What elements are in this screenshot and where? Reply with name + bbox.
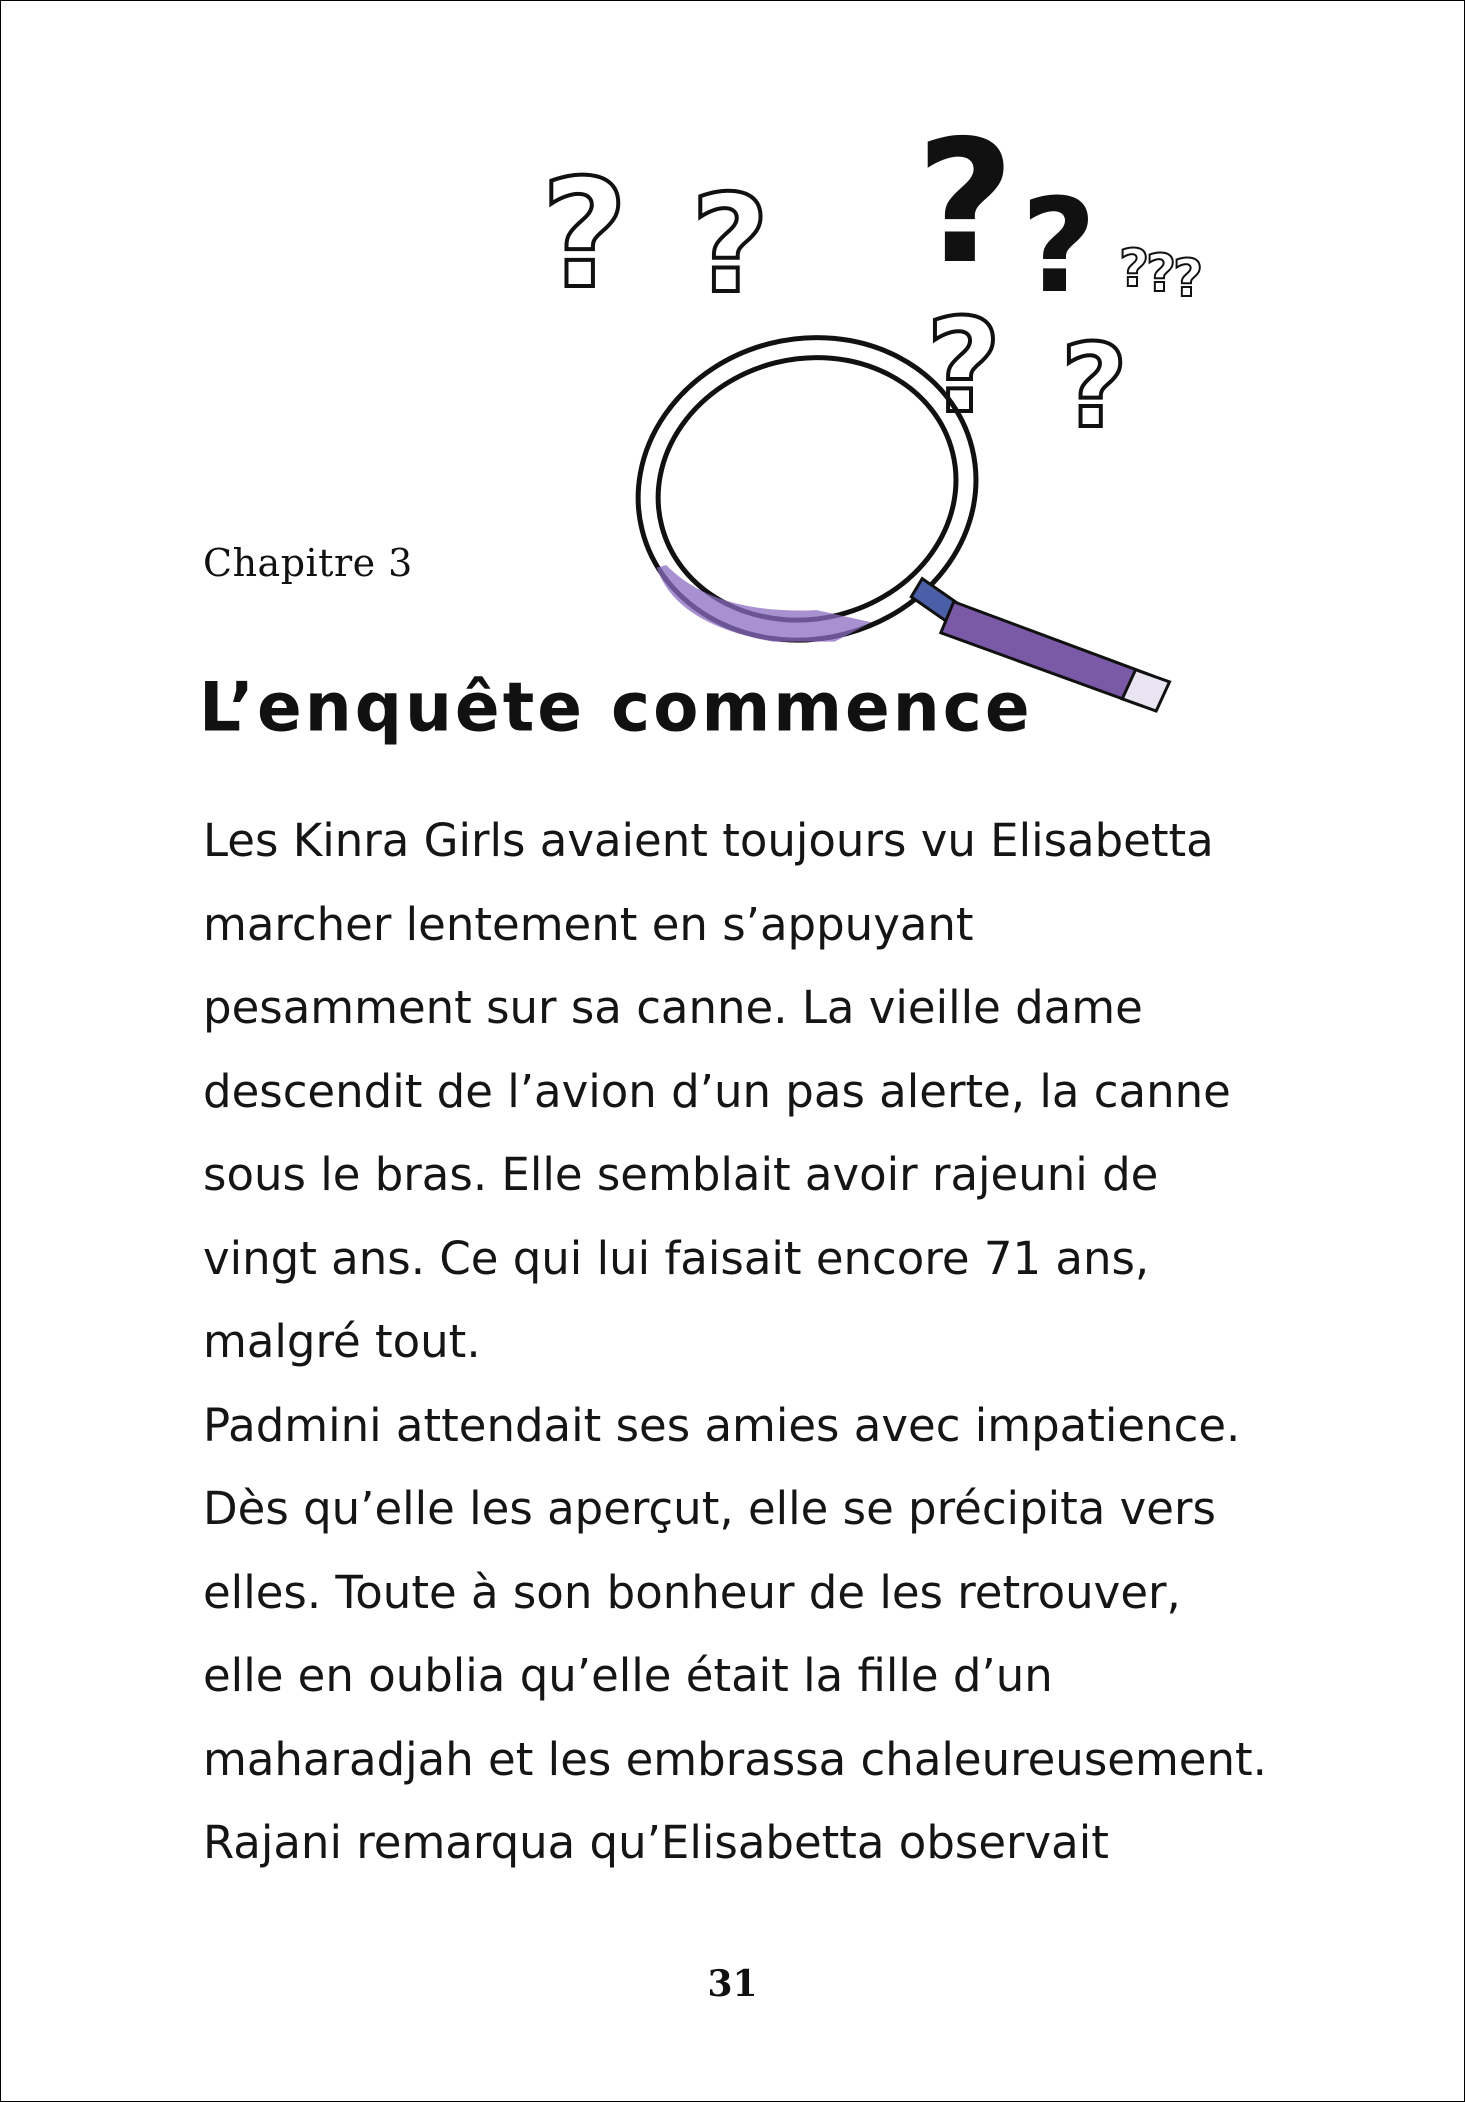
question-mark: ?	[1146, 244, 1177, 304]
text-line: Rajani remarqua qu’Elisabetta observait	[203, 1816, 1109, 1869]
question-mark: ?	[691, 166, 770, 323]
question-mark: ?	[541, 148, 629, 322]
text-line: sous le bras. Elle semblait avoir rajeuni de	[203, 1148, 1159, 1201]
question-mark: ?	[1061, 320, 1128, 454]
text-line: maharadjah et les embrassa chaleureusement.	[203, 1732, 1267, 1786]
question-mark: ?	[1173, 249, 1204, 309]
question-mark: ?	[1021, 170, 1097, 322]
body-text	[203, 799, 1323, 1885]
text-line: Padmini attendait ses amies avec impatience.	[203, 1398, 1241, 1452]
text-line: elle en oublia qu’elle était la fille d’un	[203, 1649, 1053, 1702]
text-line: elles. Toute à son bonheur de les retrouver,	[203, 1565, 1181, 1619]
text-line: pesamment sur sa canne. La vieille dame	[203, 981, 1143, 1034]
chapter-label: Chapitre 3	[203, 541, 413, 585]
magnifying-glass-question-marks-icon	[541, 81, 1221, 741]
text-line: descendit de l’avion d’un pas alerte, la canne	[203, 1064, 1231, 1118]
question-mark: ?	[916, 104, 1015, 302]
question-mark: ?	[926, 290, 1002, 442]
question-mark: ?	[1119, 239, 1150, 299]
text-line: marcher lentement en s’appuyant	[203, 897, 974, 951]
text-line: Dès qu’elle les aperçut, elle se précipita vers	[203, 1482, 1216, 1535]
page-number: 31	[707, 1963, 758, 2005]
text-line: vingt ans. Ce qui lui faisait encore 71 ans,	[203, 1231, 1150, 1285]
text-line: Les Kinra Girls avaient toujours vu Elisabetta	[203, 814, 1214, 867]
chapter-title: L’enquête commence	[199, 668, 1033, 747]
text-line: malgré tout.	[203, 1315, 481, 1368]
